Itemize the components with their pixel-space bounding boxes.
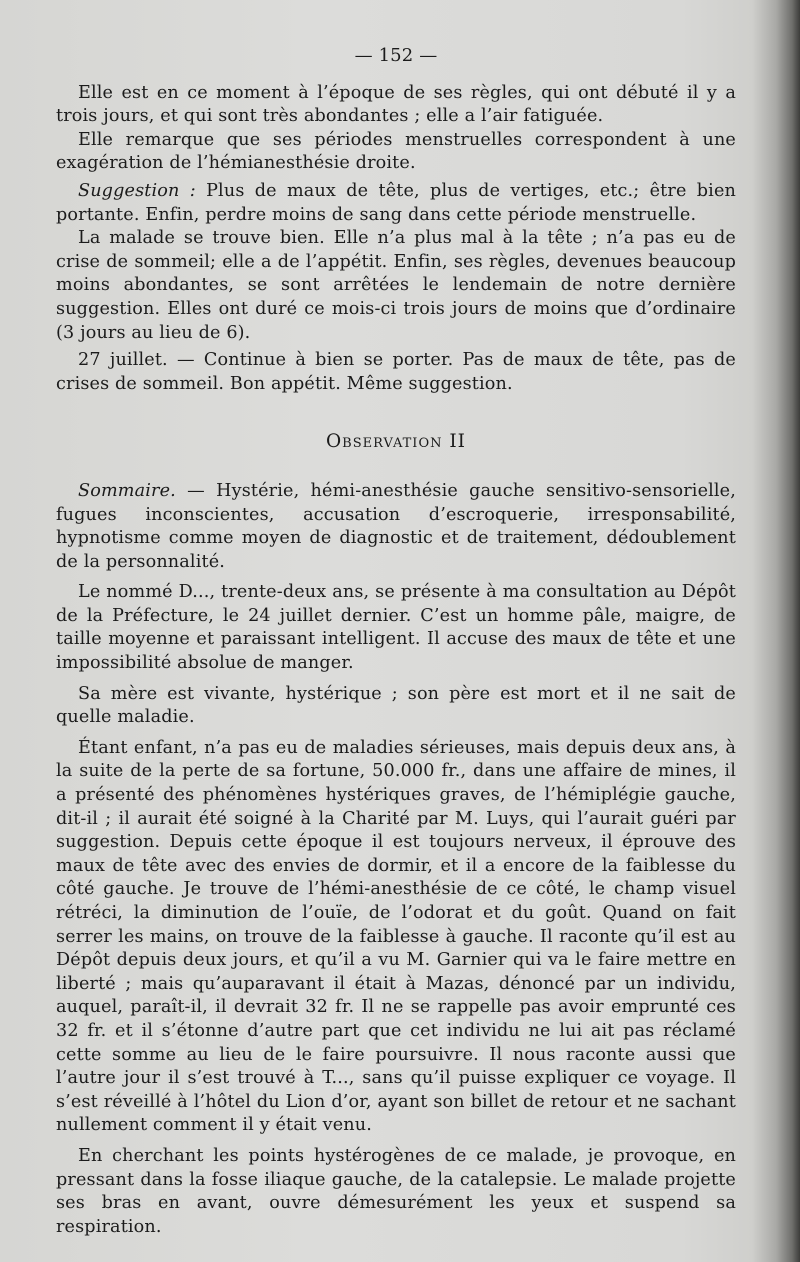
paragraph: La malade se trouve bien. Elle n’a plus mal à la tête ; n’a pas eu de crise de sommeil; elle a de l’appétit. Enfin, ses règles, devenues beaucoup moins abondantes, se sont arrêtées le lendemain de notre dernière suggestion. Elles ont duré ce mois-ci trois jours de moins que d’ordinaire (3 jours au lieu de 6).: [56, 228, 736, 343]
paragraph: Le nommé D..., trente-deux ans, se présente à ma consultation au Dépôt de la Préfecture, le 24 juillet dernier. C’est un homme pâle, maigre, de taille moyenne et paraissant intelligent. Il accuse des maux de tête et une impossibilité absolue de manger.: [56, 582, 736, 674]
sommaire-text: — Hystérie, hémi-anesthésie gauche sensitivo-sensorielle, fugues inconscientes, accusation d’escroquerie, irresponsabilité, hypnotisme comme moyen de diagnostic et de traitement, dédoublement de la personnalité.: [56, 480, 736, 572]
page-number: — 152 —: [354, 45, 438, 66]
paragraph: En cherchant les points hystérogènes de ce malade, je provoque, en pressant dans la fosse iliaque gauche, de la catalepsie. Le malade projette ses bras en avant, ouvre démesurément les yeux et suspend sa respiration.: [56, 1145, 736, 1237]
paragraph: 27 juillet. — Continue à bien se porter. Pas de maux de tête, pas de crises de sommeil. Bon appétit. Même suggestion.: [56, 350, 736, 394]
observation-heading: Observation II: [326, 431, 466, 453]
suggestion-paragraph: [56, 180, 736, 227]
sommaire-paragraph: [56, 480, 736, 574]
page-text: [56, 44, 736, 1239]
suggestion-text: Plus de maux de tête, plus de vertiges, etc.; être bien portante. Enfin, perdre moins de sang dans cette période menstruelle.: [56, 180, 736, 225]
suggestion-label: Suggestion :: [78, 180, 196, 201]
paragraph: Elle remarque que ses périodes menstruelles correspondent à une exagération de l’hémianesthésie droite.: [56, 129, 736, 174]
paragraph: Sa mère est vivante, hystérique ; son père est mort et il ne sait de quelle maladie.: [56, 683, 736, 728]
sommaire-label: Sommaire.: [78, 480, 176, 501]
paragraph: Étant enfant, n’a pas eu de maladies sérieuses, mais depuis deux ans, à la suite de la perte de sa fortune, 50.000 fr., dans une affaire de mines, il a présenté des phénomènes hystériques graves, de l’hémiplégie gauche, dit-il ; il aurait été soigné à la Charité par M. Luys, qui l’aurait guéri par suggestion. Depuis cette époque il est toujours nerveux, il éprouve des maux de tête avec des envies de dormir, et il a encore de la faiblesse du côté gauche. Je trouve de l’hémi-anesthésie de ce côté, le champ visuel rétréci, la diminution de l’ouïe, de l’odorat et du goût. Quand on fait serrer les mains, on trouve de la faiblesse à gauche. Il raconte qu’il est au Dépôt depuis deux jours, et qu’il a vu M. Garnier qui va le faire mettre en liberté ; mais qu’auparavant il était à Mazas, dénoncé par un individu, auquel, paraît-il, il devrait 32 fr. Il ne se rappelle pas avoir emprunté ces 32 fr. et il s’étonne d’autre part que cet individu ne lui ait pas réclamé cette somme au lieu de le faire poursuivre. Il nous raconte aussi que l’autre jour il s’est trouvé à T..., sans qu’il puisse expliquer ce voyage. Il s’est réveillé à l’hôtel du Lion d’or, ayant son billet de retour et ne sachant nullement comment il y était venu.: [56, 737, 736, 1136]
paragraph: Elle est en ce moment à l’époque de ses règles, qui ont débuté il y a trois jours, et qui sont très abondantes ; elle a l’air fatiguée.: [56, 82, 736, 127]
